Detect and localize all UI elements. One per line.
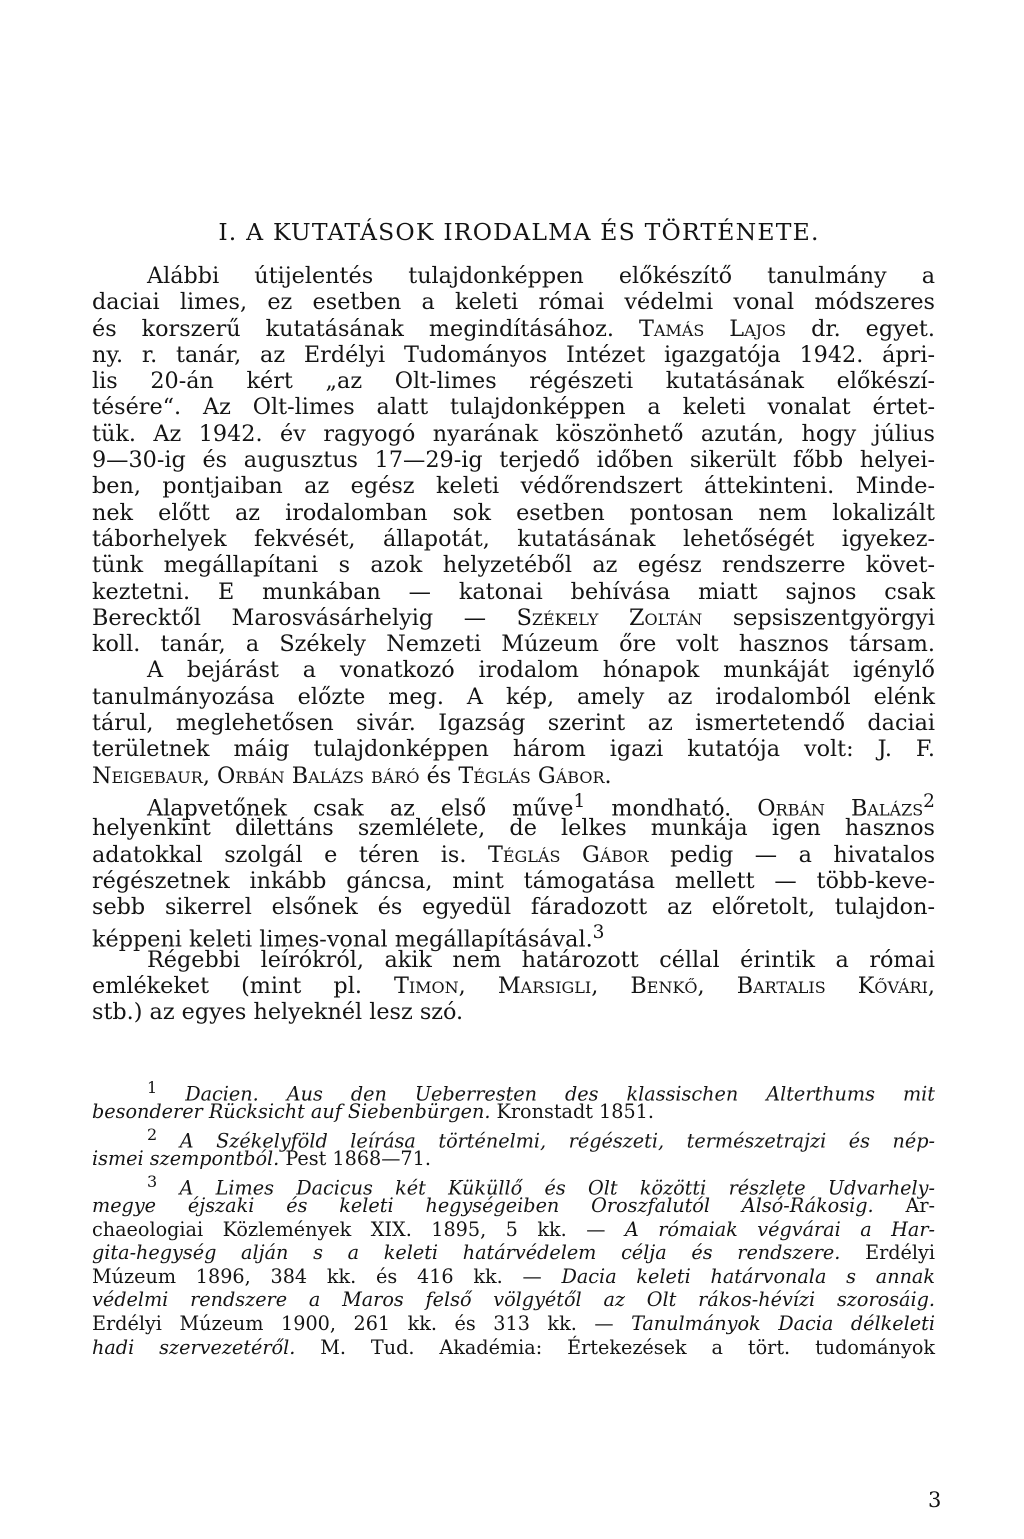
page-number: 3 [928, 1488, 942, 1512]
body-line: tük. Az 1942. év ragyogó nyarának köszönhető azután, hogy július [92, 420, 935, 447]
footnote-line: $^2$ A Székelyföld leírása történelmi, régészeti, természetrajzi és nép- [147, 1125, 935, 1153]
footnote-line: chaeologiai Közlemények XIX. 1895, 5 kk. — A rómaiak végvárai a Har- [92, 1217, 935, 1241]
body-line: területnek máig tulajdonképpen három igazi kutatója volt: J. F. [92, 736, 935, 763]
body-line: régészetnek inkább gáncsa, mint támogatása mellett — több-keve- [92, 867, 935, 894]
footnote-line: ismei szempontból. Pest 1868—71. [92, 1146, 431, 1170]
body-line: adatokkal szolgál e téren is. Téglás Gábor pedig — a hivatalos [92, 841, 936, 868]
body-line: daciai limes, ez esetben a keleti római védelmi vonal módszeres [92, 289, 935, 316]
body-line: képpeni keleti limes-vonal megállapításával.$^3$ [92, 922, 605, 953]
body-line: Berecktől Marosvásárhelyig — Székely Zoltán sepsiszentgyörgyi [92, 604, 935, 631]
body-line: és korszerű kutatásának megindításához. Tamás Lajos dr. egyet. [92, 315, 935, 342]
body-line: 9—30-ig és augusztus 17—29-ig terjedő időben sikerült főbb helyei- [92, 447, 935, 474]
chapter-heading: I. A KUTATÁSOK IRODALMA ÉS TÖRTÉNETE. [218, 218, 820, 246]
body-line: keztetni. E munkában — katonai behívása miatt sajnos csak [92, 578, 935, 605]
footnote-line: Múzeum 1896, 384 kk. és 416 kk. — Dacia keleti határvonala s annak [92, 1264, 935, 1288]
footnote-line: besonderer Rücksicht auf Siebenbürgen. Kronstadt 1851. [92, 1099, 654, 1123]
body-line: Régebbi leírókról, akik nem határozott céllal érintik a római [147, 946, 935, 973]
footnotes [92, 1076, 935, 1359]
body-line: helyenkint dilettáns szemlélete, de lelkes munkája igen hasznos [92, 815, 935, 842]
footnote-line: gita-hegység alján s a keleti határvédelem célja és rendszere. Erdélyi [92, 1241, 935, 1265]
body-line: lis 20-án kért „az Olt-limes régészeti kutatásának előkészí- [92, 368, 935, 395]
body-line: nek előtt az irodalomban sok esetben pontosan nem lokalizált [92, 499, 935, 526]
body-line: stb.) az egyes helyeknél lesz szó. [92, 999, 464, 1026]
body-line: Alábbi útijelentés tulajdonképpen előkészítő tanulmány a [147, 263, 935, 289]
body-line: tésére“. Az Olt-limes alatt tulajdonképpen a keleti vonalat értet- [92, 394, 935, 421]
body-text [92, 263, 935, 1026]
footnote-line: $^1$ Dacien. Aus den Ueberresten des klassischen Alterthums mit [147, 1078, 935, 1106]
footnote-line: hadi szervezetéről. M. Tud. Akadémia: Értekezések a tört. tudományok [92, 1335, 935, 1359]
body-line: Alapvetőnek csak az első műve$^1$ mondható. Orbán Balázs$^2$ [147, 790, 935, 822]
body-line: táborhelyek fekvését, állapotát, kutatásának lehetőségét igyekez- [92, 525, 935, 552]
body-line: koll. tanár, a Székely Nemzeti Múzeum őre volt hasznos társam. [92, 631, 935, 658]
footnote-line: védelmi rendszere a Maros felső völgyétől az Olt rákos-hévízi szorosáig. [92, 1288, 935, 1312]
body-line: sebb sikerrel elsőnek és egyedül fáradozott az előretolt, tulajdon- [92, 894, 935, 921]
body-line: ben, pontjaiban az egész keleti védőrendszert áttekinteni. Minde- [92, 473, 935, 500]
body-line: tünk megállapítani s azok helyzetéből az egész rendszerre követ- [92, 552, 935, 579]
body-line: emlékeket (mint pl. Timon, Marsigli, Benkő, Bartalis Kővári, [92, 973, 935, 1000]
body-line: tanulmányozása előzte meg. A kép, amely az irodalomból elénk [92, 683, 935, 710]
body-line: A bejárást a vonatkozó irodalom hónapok munkáját igénylő [147, 657, 935, 684]
body-line: Neigebaur, Orbán Balázs báró és Téglás Gábor. [92, 762, 612, 789]
body-line: tárul, meglehetősen sivár. Igazság szerint az ismertetendő daciai [92, 710, 935, 737]
footnote-line: $^3$ A Limes Dacicus két Küküllő és Olt közötti részlete Udvarhely- [147, 1172, 935, 1200]
body-line: ny. r. tanár, az Erdélyi Tudományos Intézet igazgatója 1942. ápri- [92, 341, 935, 368]
footnote-line: megye éjszaki és keleti hegységeiben Oroszfalutól Alsó-Rákosig. Ar- [92, 1193, 935, 1217]
footnote-line: Erdélyi Múzeum 1900, 261 kk. és 313 kk. — Tanulmányok Dacia délkeleti [92, 1311, 935, 1335]
